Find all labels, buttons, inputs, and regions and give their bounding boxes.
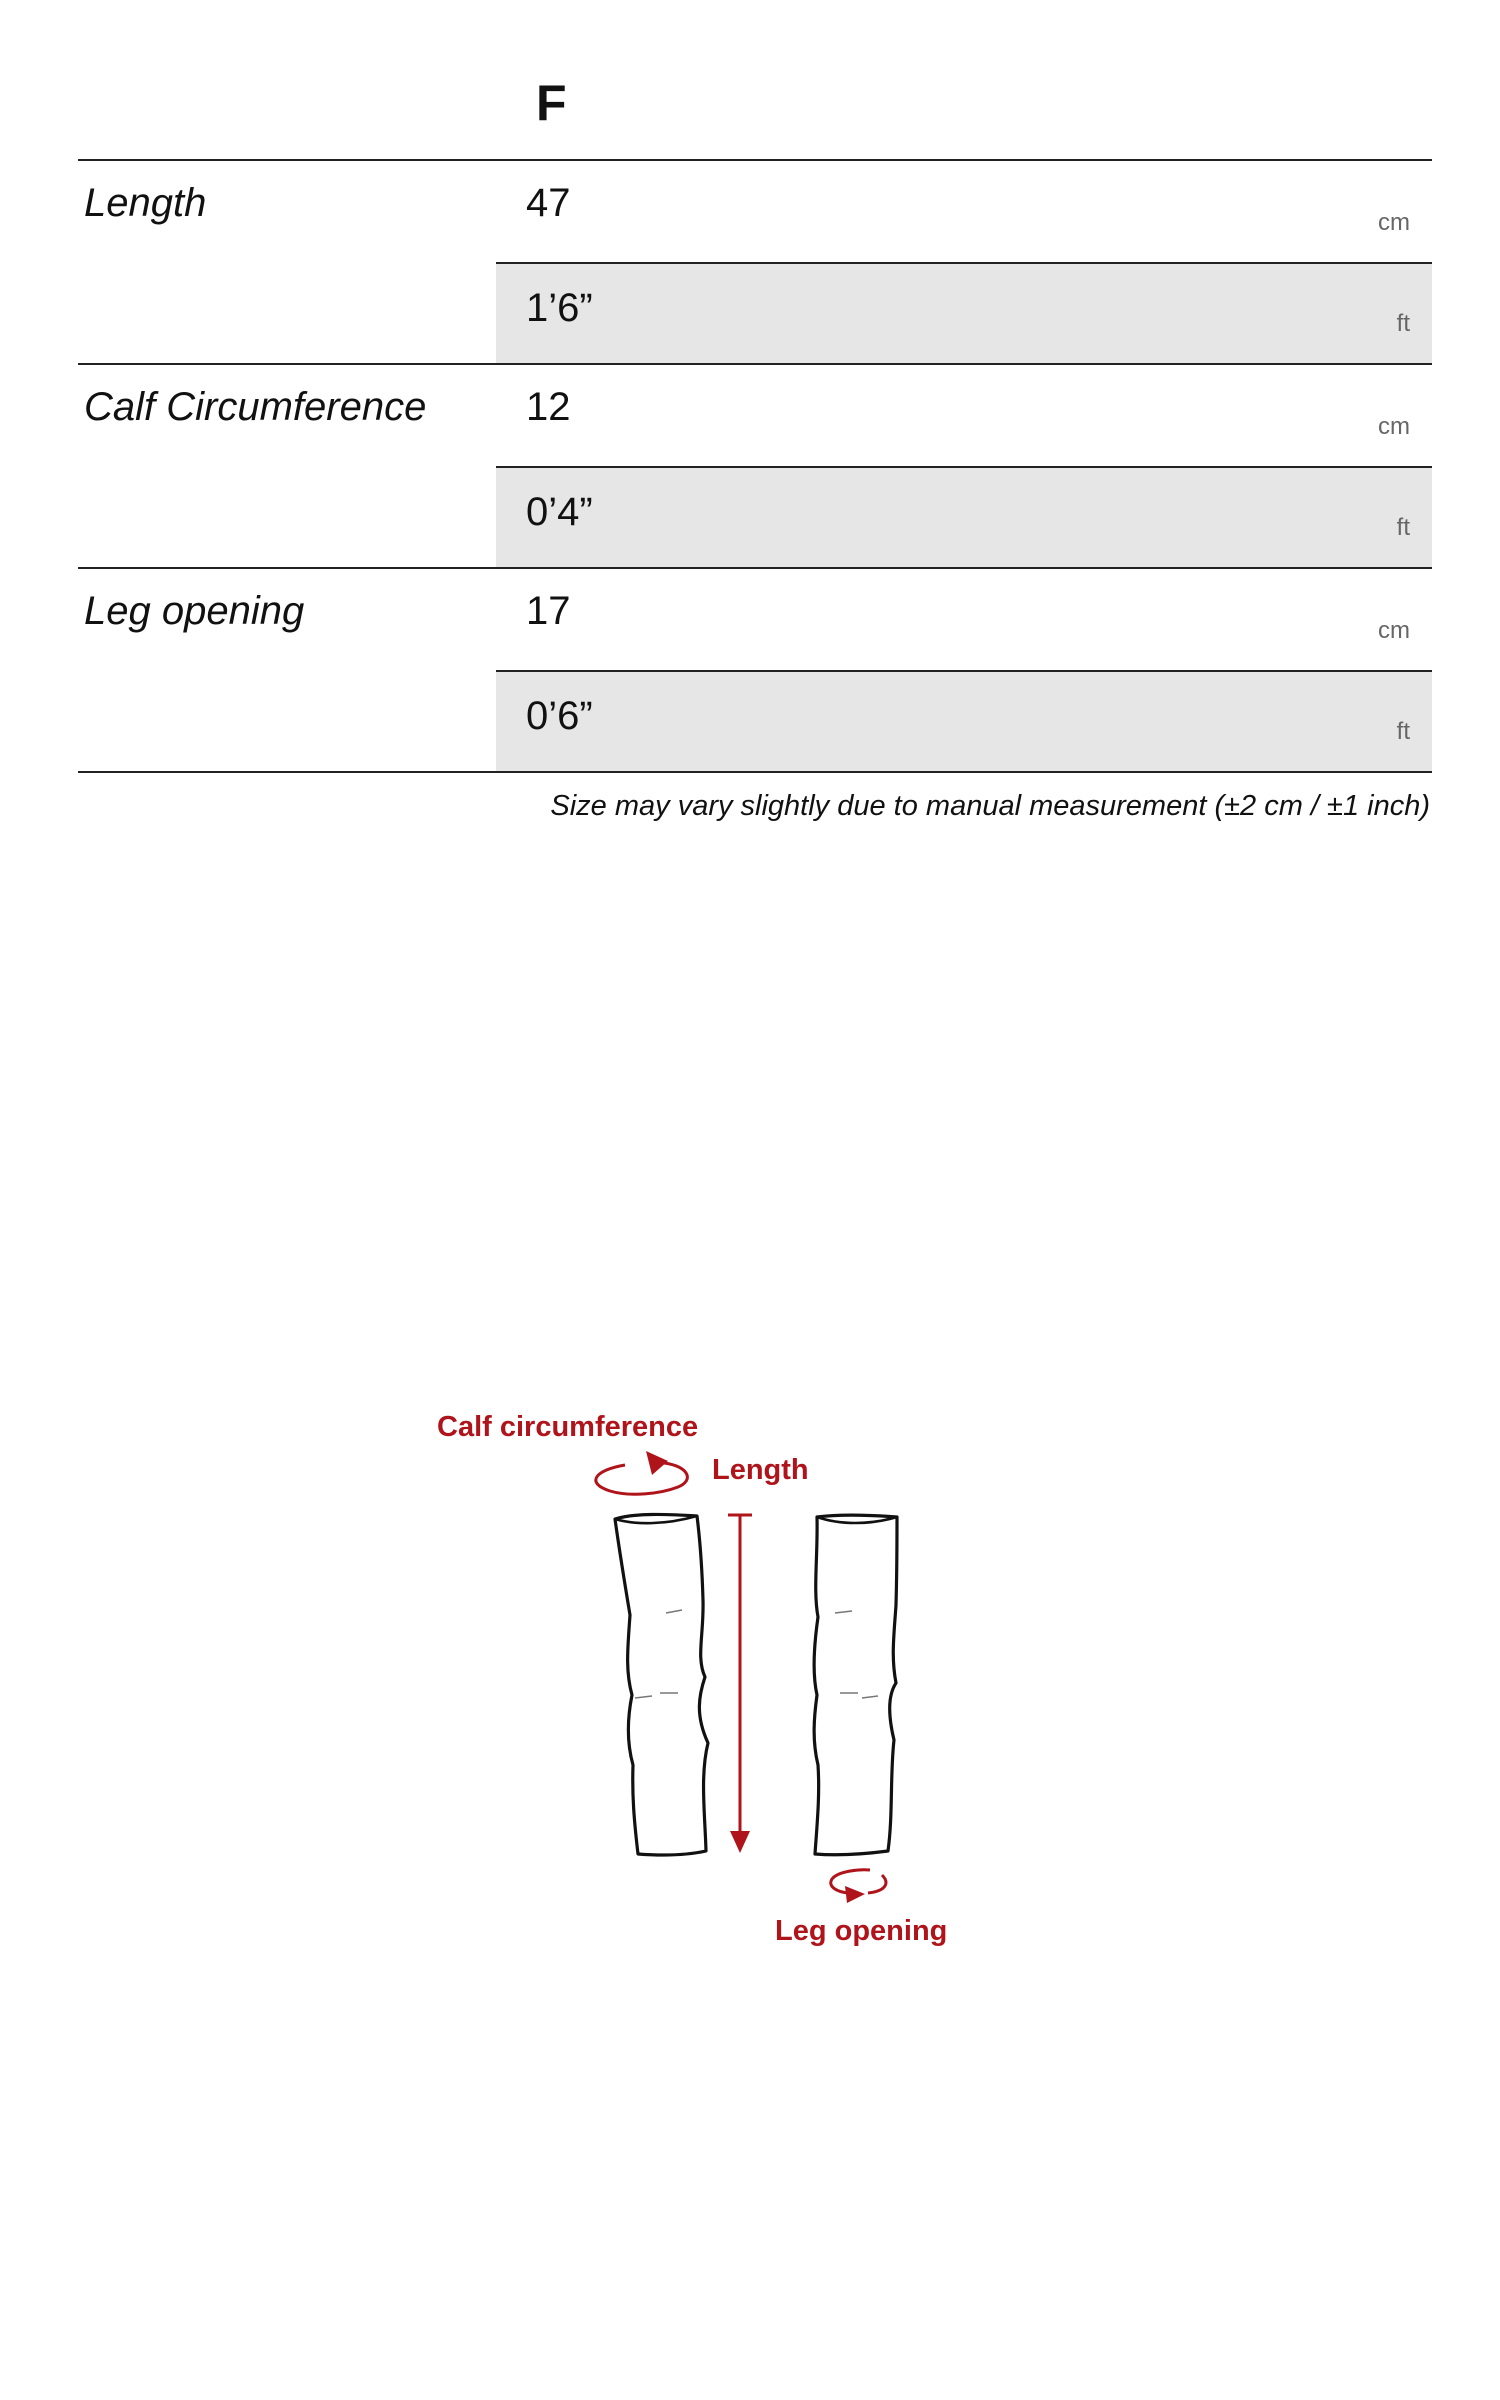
measure-group-calf (78, 365, 1432, 569)
leg-opening-label: Leg opening (775, 1915, 948, 1947)
value-ft: 0’6” (526, 694, 593, 738)
value-row-cm (496, 365, 1432, 465)
unit-cm: cm (1378, 413, 1410, 440)
left-leg-warmer (615, 1514, 708, 1855)
size-label: F (536, 75, 567, 131)
calf-circumference-arrow (596, 1451, 688, 1494)
right-leg-warmer (814, 1515, 897, 1855)
measure-label: Calf Circumference (84, 385, 427, 429)
measure-group-leg-opening (78, 569, 1432, 773)
value-ft: 1’6” (526, 286, 593, 330)
leg-warmer-illustration (420, 1395, 980, 1965)
unit-cm: cm (1378, 209, 1410, 236)
measure-label: Leg opening (84, 589, 305, 633)
size-table (78, 0, 1432, 773)
value-row-ft (496, 466, 1432, 567)
leg-opening-arrow (831, 1870, 886, 1903)
measurement-diagram (420, 1395, 980, 1965)
length-label: Length (712, 1454, 809, 1486)
unit-ft: ft (1396, 514, 1410, 541)
length-arrow (728, 1515, 752, 1853)
measurement-note: Size may vary slightly due to manual measurement (±2 cm / ±1 inch) (550, 790, 1430, 822)
value-cm: 17 (526, 589, 571, 633)
value-ft: 0’4” (526, 490, 593, 534)
value-row-cm (496, 161, 1432, 261)
size-header (78, 0, 1432, 161)
value-cm: 47 (526, 181, 571, 225)
value-row-ft (496, 670, 1432, 771)
calf-circumference-label: Calf circumference (437, 1411, 699, 1443)
measure-label: Length (84, 181, 207, 225)
value-row-ft (496, 262, 1432, 363)
measure-group-length (78, 161, 1432, 365)
value-row-cm (496, 569, 1432, 669)
unit-ft: ft (1396, 310, 1410, 337)
unit-ft: ft (1396, 718, 1410, 745)
unit-cm: cm (1378, 617, 1410, 644)
value-cm: 12 (526, 385, 571, 429)
